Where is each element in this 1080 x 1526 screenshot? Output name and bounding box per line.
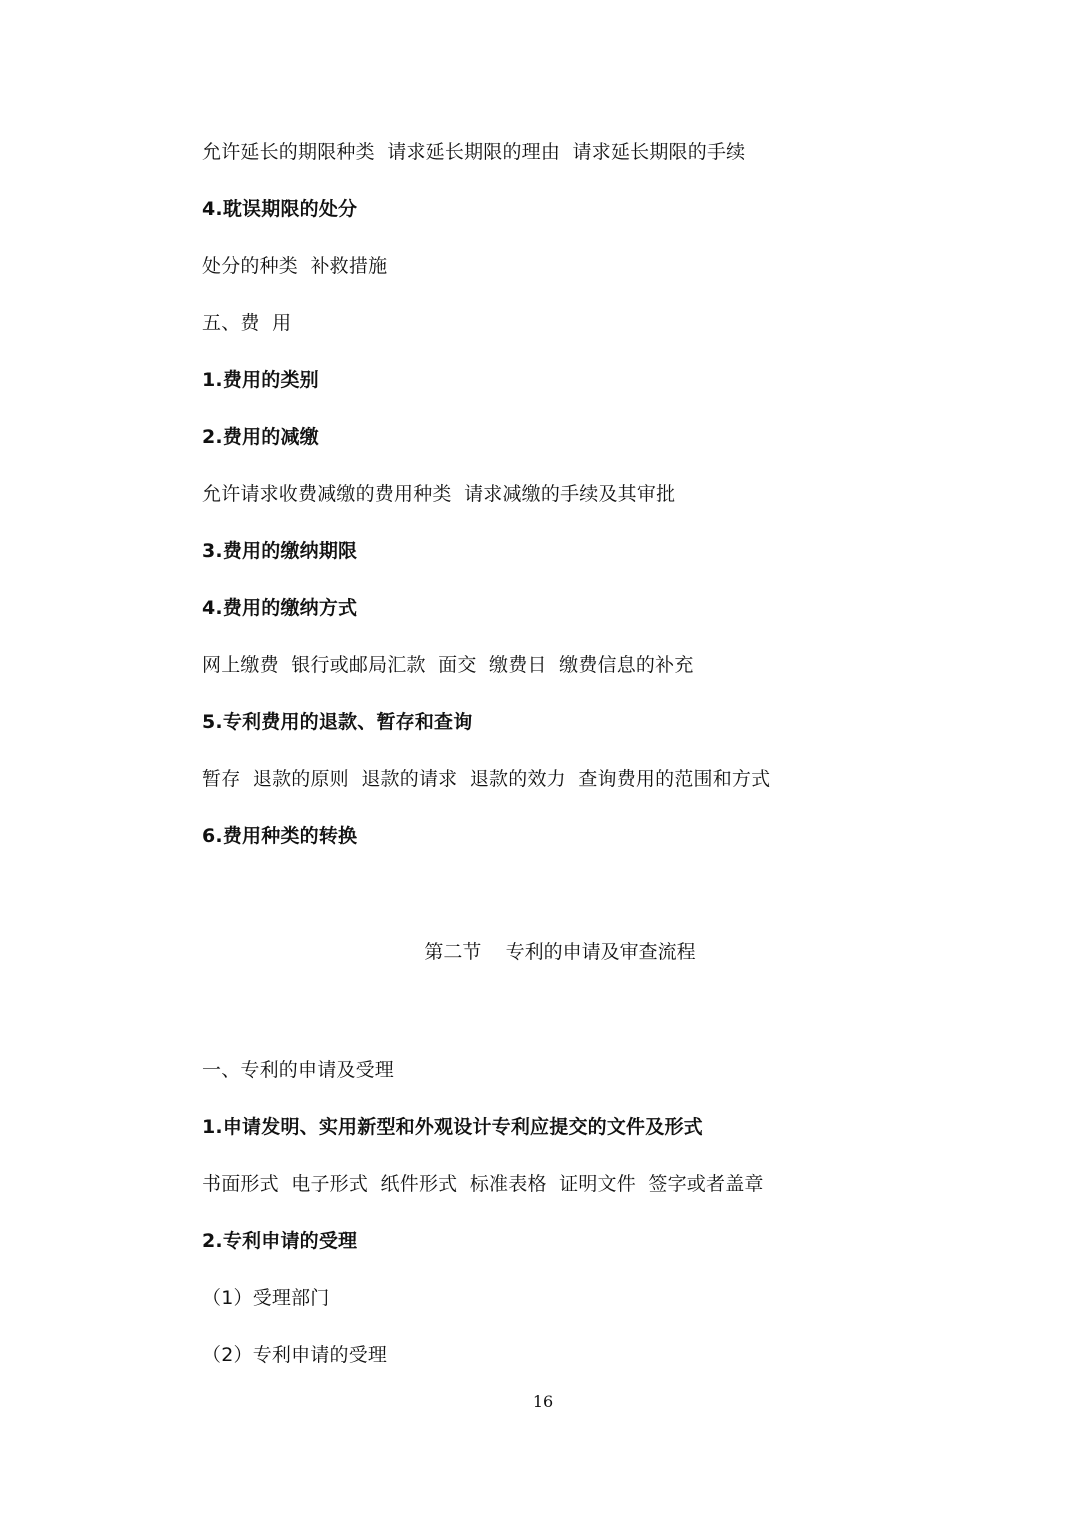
heading-refund-storage-query: 5.专利费用的退款、暂存和查询 [202, 711, 473, 733]
text-line-document-forms: 书面形式 电子形式 纸件形式 标准表格 证明文件 签字或者盖章 [202, 1173, 764, 1195]
heading-fee-categories: 1.费用的类别 [202, 369, 319, 391]
heading-application-acceptance: 2.专利申请的受理 [202, 1230, 358, 1252]
section-heading-application-acceptance: 一、专利的申请及受理 [202, 1059, 395, 1081]
heading-delay-penalty: 4.耽误期限的处分 [202, 198, 358, 220]
text-line-extension-types: 允许延长的期限种类 请求延长期限的理由 请求延长期限的手续 [202, 141, 746, 163]
heading-required-documents: 1.申请发明、实用新型和外观设计专利应提交的文件及形式 [202, 1116, 703, 1138]
text-line-refund-topics: 暂存 退款的原则 退款的请求 退款的效力 查询费用的范围和方式 [202, 768, 771, 790]
heading-fee-payment-method: 4.费用的缴纳方式 [202, 597, 358, 619]
heading-fee-deadline: 3.费用的缴纳期限 [202, 540, 358, 562]
page-number: 16 [532, 1392, 554, 1411]
heading-fee-type-conversion: 6.费用种类的转换 [202, 825, 358, 847]
text-line-payment-methods: 网上缴费 银行或邮局汇款 面交 缴费日 缴费信息的补充 [202, 654, 694, 676]
text-line-penalty-types: 处分的种类 补救措施 [202, 255, 388, 277]
list-item-application-acceptance: （2）专利申请的受理 [202, 1344, 388, 1366]
list-item-acceptance-department: （1）受理部门 [202, 1287, 330, 1309]
text-line-fee-reduction: 允许请求收费减缴的费用种类 请求减缴的手续及其审批 [202, 483, 676, 505]
section-title-application-process: 第二节 专利的申请及审查流程 [424, 941, 696, 963]
heading-fee-reduction: 2.费用的减缴 [202, 426, 319, 448]
section-heading-fees: 五、费 用 [202, 312, 292, 334]
